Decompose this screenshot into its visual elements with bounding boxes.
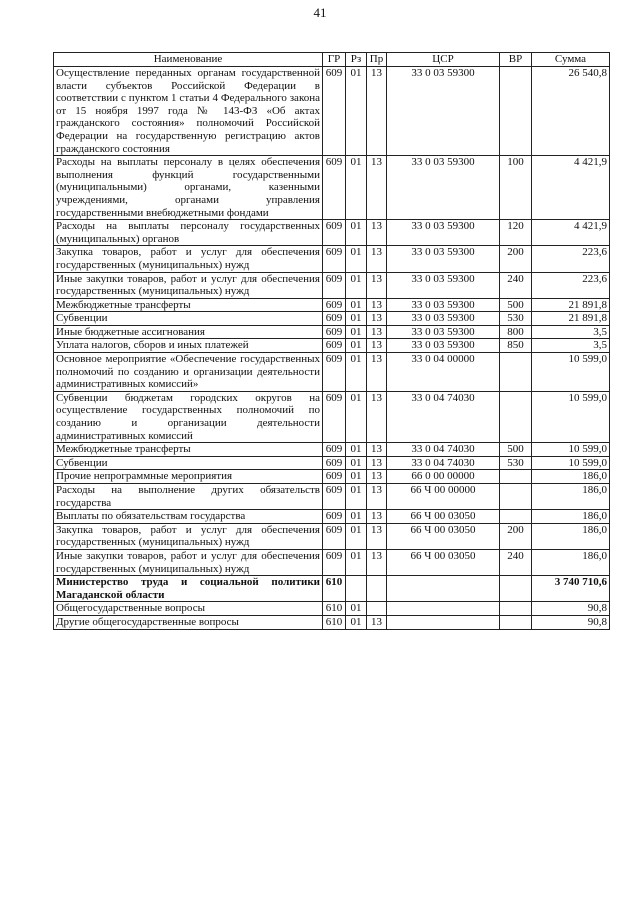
cell-pr: 13 [367, 615, 387, 629]
cell-csr [387, 602, 500, 616]
cell-pr [367, 602, 387, 616]
cell-name: Субвенции [54, 456, 323, 470]
cell-csr: 33 0 03 59300 [387, 220, 500, 246]
cell-sum: 186,0 [532, 484, 610, 510]
cell-pr: 13 [367, 272, 387, 298]
table-row [54, 443, 610, 457]
table-row [54, 549, 610, 575]
cell-vr [500, 576, 532, 602]
cell-gr: 609 [323, 470, 346, 484]
cell-rz: 01 [346, 220, 367, 246]
cell-rz: 01 [346, 615, 367, 629]
cell-gr: 610 [323, 615, 346, 629]
cell-rz: 01 [346, 549, 367, 575]
cell-rz: 01 [346, 523, 367, 549]
header-row [54, 53, 610, 67]
cell-csr: 66 0 00 00000 [387, 470, 500, 484]
cell-pr: 13 [367, 325, 387, 339]
cell-rz: 01 [346, 156, 367, 220]
cell-sum: 10 599,0 [532, 353, 610, 392]
cell-sum: 10 599,0 [532, 443, 610, 457]
cell-sum: 90,8 [532, 615, 610, 629]
cell-gr: 609 [323, 325, 346, 339]
cell-vr [500, 602, 532, 616]
cell-gr: 609 [323, 298, 346, 312]
cell-csr [387, 576, 500, 602]
cell-name: Межбюджетные трансферты [54, 443, 323, 457]
header-csr: ЦСР [387, 53, 500, 67]
cell-pr: 13 [367, 484, 387, 510]
header-sum: Сумма [532, 53, 610, 67]
cell-rz: 01 [346, 246, 367, 272]
cell-name: Уплата налогов, сборов и иных платежей [54, 339, 323, 353]
table-row [54, 576, 610, 602]
cell-name: Осуществление переданных органам государственной власти субъектов Российской Федерации в соответствии с пунктом 1 статьи 4 Федерального закона от 15 ноября 1997 года № 143-ФЗ «Об актах гражданского состояния» полномочий Российской Федерации на государственную регистрацию актов гражданского состояния [54, 67, 323, 156]
cell-pr: 13 [367, 549, 387, 575]
cell-sum: 90,8 [532, 602, 610, 616]
cell-sum: 21 891,8 [532, 298, 610, 312]
header-rz: Рз [346, 53, 367, 67]
cell-vr: 800 [500, 325, 532, 339]
cell-name: Иные бюджетные ассигнования [54, 325, 323, 339]
table-row [54, 220, 610, 246]
cell-rz: 01 [346, 339, 367, 353]
cell-pr: 13 [367, 510, 387, 524]
cell-sum: 186,0 [532, 549, 610, 575]
cell-csr: 66 Ч 00 03050 [387, 510, 500, 524]
cell-name: Расходы на выплаты персоналу в целях обеспечения выполнения функций государственными (муниципальными) органами, казенными учреждениями, органами управления государственными внебюджетными фондами [54, 156, 323, 220]
cell-rz: 01 [346, 353, 367, 392]
cell-rz: 01 [346, 312, 367, 326]
cell-name: Основное мероприятие «Обеспечение государственных полномочий по созданию и организации деятельности административных комиссий» [54, 353, 323, 392]
cell-pr: 13 [367, 220, 387, 246]
cell-name: Закупка товаров, работ и услуг для обеспечения государственных (муниципальных) нужд [54, 523, 323, 549]
cell-gr: 609 [323, 353, 346, 392]
header-name: Наименование [54, 53, 323, 67]
header-pr: Пр [367, 53, 387, 67]
cell-pr: 13 [367, 470, 387, 484]
cell-gr: 610 [323, 602, 346, 616]
cell-vr: 200 [500, 523, 532, 549]
cell-rz: 01 [346, 602, 367, 616]
header-vr: ВР [500, 53, 532, 67]
cell-sum: 186,0 [532, 510, 610, 524]
cell-pr: 13 [367, 339, 387, 353]
cell-csr: 33 0 04 74030 [387, 456, 500, 470]
table-row [54, 272, 610, 298]
cell-gr: 609 [323, 549, 346, 575]
cell-vr: 240 [500, 272, 532, 298]
table-row [54, 470, 610, 484]
cell-vr [500, 510, 532, 524]
cell-sum: 10 599,0 [532, 456, 610, 470]
cell-vr [500, 67, 532, 156]
cell-rz: 01 [346, 470, 367, 484]
cell-name: Закупка товаров, работ и услуг для обеспечения государственных (муниципальных) нужд [54, 246, 323, 272]
cell-rz: 01 [346, 298, 367, 312]
table-row [54, 339, 610, 353]
cell-pr: 13 [367, 298, 387, 312]
table-row [54, 510, 610, 524]
cell-sum: 3,5 [532, 339, 610, 353]
cell-vr: 120 [500, 220, 532, 246]
table-row [54, 325, 610, 339]
budget-table [53, 52, 610, 630]
cell-vr [500, 470, 532, 484]
cell-sum: 186,0 [532, 523, 610, 549]
cell-csr: 33 0 04 74030 [387, 443, 500, 457]
cell-name: Прочие непрограммные мероприятия [54, 470, 323, 484]
cell-rz: 01 [346, 443, 367, 457]
cell-gr: 609 [323, 484, 346, 510]
cell-rz: 01 [346, 456, 367, 470]
cell-gr: 609 [323, 456, 346, 470]
cell-rz: 01 [346, 67, 367, 156]
cell-sum: 26 540,8 [532, 67, 610, 156]
cell-csr: 66 Ч 00 00000 [387, 484, 500, 510]
cell-vr: 100 [500, 156, 532, 220]
page-number: 41 [313, 5, 327, 20]
cell-pr: 13 [367, 67, 387, 156]
cell-vr [500, 353, 532, 392]
cell-pr [367, 576, 387, 602]
cell-vr [500, 615, 532, 629]
cell-gr: 609 [323, 523, 346, 549]
table-row [54, 156, 610, 220]
cell-name: Расходы на выполнение других обязательств государства [54, 484, 323, 510]
cell-vr: 530 [500, 312, 532, 326]
cell-pr: 13 [367, 353, 387, 392]
cell-rz: 01 [346, 484, 367, 510]
cell-gr: 609 [323, 272, 346, 298]
cell-name: Межбюджетные трансферты [54, 298, 323, 312]
cell-csr: 33 0 04 74030 [387, 391, 500, 442]
cell-csr: 33 0 03 59300 [387, 298, 500, 312]
cell-csr: 33 0 03 59300 [387, 325, 500, 339]
cell-gr: 609 [323, 510, 346, 524]
cell-csr: 33 0 04 00000 [387, 353, 500, 392]
cell-gr: 610 [323, 576, 346, 602]
cell-vr: 200 [500, 246, 532, 272]
cell-gr: 609 [323, 156, 346, 220]
cell-name: Субвенции бюджетам городских округов на осуществление государственных полномочий по созданию и организации деятельности административных комиссий [54, 391, 323, 442]
cell-sum: 3,5 [532, 325, 610, 339]
cell-vr: 530 [500, 456, 532, 470]
cell-gr: 609 [323, 312, 346, 326]
table-row [54, 391, 610, 442]
cell-rz [346, 576, 367, 602]
cell-pr: 13 [367, 456, 387, 470]
table-row [54, 523, 610, 549]
cell-gr: 609 [323, 246, 346, 272]
cell-pr: 13 [367, 246, 387, 272]
table-row [54, 67, 610, 156]
cell-pr: 13 [367, 156, 387, 220]
cell-csr: 66 Ч 00 03050 [387, 549, 500, 575]
cell-sum: 223,6 [532, 246, 610, 272]
cell-pr: 13 [367, 312, 387, 326]
cell-name: Иные закупки товаров, работ и услуг для обеспечения государственных (муниципальных) нужд [54, 549, 323, 575]
cell-csr: 33 0 03 59300 [387, 272, 500, 298]
cell-pr: 13 [367, 443, 387, 457]
cell-pr: 13 [367, 523, 387, 549]
cell-name: Иные закупки товаров, работ и услуг для обеспечения государственных (муниципальных) нужд [54, 272, 323, 298]
cell-gr: 609 [323, 339, 346, 353]
cell-sum: 3 740 710,6 [532, 576, 610, 602]
cell-gr: 609 [323, 67, 346, 156]
cell-csr: 33 0 03 59300 [387, 339, 500, 353]
cell-gr: 609 [323, 220, 346, 246]
cell-sum: 4 421,9 [532, 220, 610, 246]
cell-csr: 33 0 03 59300 [387, 156, 500, 220]
cell-gr: 609 [323, 443, 346, 457]
cell-csr [387, 615, 500, 629]
cell-rz: 01 [346, 272, 367, 298]
cell-sum: 223,6 [532, 272, 610, 298]
cell-vr [500, 484, 532, 510]
cell-vr [500, 391, 532, 442]
cell-name: Другие общегосударственные вопросы [54, 615, 323, 629]
cell-rz: 01 [346, 510, 367, 524]
cell-name: Министерство труда и социальной политики Магаданской области [54, 576, 323, 602]
cell-sum: 10 599,0 [532, 391, 610, 442]
cell-name: Общегосударственные вопросы [54, 602, 323, 616]
cell-sum: 21 891,8 [532, 312, 610, 326]
cell-vr: 500 [500, 298, 532, 312]
cell-rz: 01 [346, 391, 367, 442]
table-row [54, 602, 610, 616]
cell-name: Расходы на выплаты персоналу государственных (муниципальных) органов [54, 220, 323, 246]
table-row [54, 298, 610, 312]
cell-csr: 33 0 03 59300 [387, 67, 500, 156]
cell-rz: 01 [346, 325, 367, 339]
cell-name: Субвенции [54, 312, 323, 326]
table-row [54, 484, 610, 510]
cell-pr: 13 [367, 391, 387, 442]
table-row [54, 615, 610, 629]
cell-csr: 33 0 03 59300 [387, 246, 500, 272]
cell-sum: 186,0 [532, 470, 610, 484]
table-row [54, 312, 610, 326]
cell-csr: 33 0 03 59300 [387, 312, 500, 326]
cell-vr: 850 [500, 339, 532, 353]
cell-sum: 4 421,9 [532, 156, 610, 220]
table-row [54, 353, 610, 392]
cell-name: Выплаты по обязательствам государства [54, 510, 323, 524]
cell-csr: 66 Ч 00 03050 [387, 523, 500, 549]
table-row [54, 456, 610, 470]
table-row [54, 246, 610, 272]
cell-vr: 240 [500, 549, 532, 575]
header-gr: ГР [323, 53, 346, 67]
cell-vr: 500 [500, 443, 532, 457]
cell-gr: 609 [323, 391, 346, 442]
